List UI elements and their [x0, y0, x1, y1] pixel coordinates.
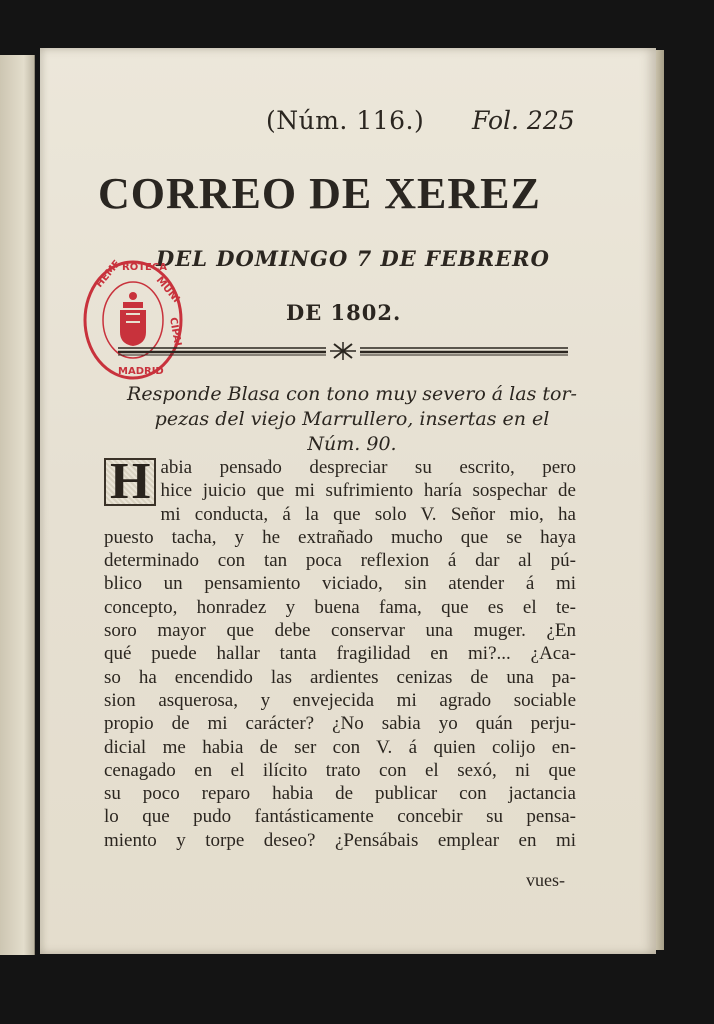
body-line: puesto tacha, y he extrañado mucho que se haya	[104, 526, 576, 548]
body-line: soro mayor que debe conservar una muger. ¿En	[104, 620, 576, 642]
body-line: cenagado en el ilícito trato con el sexó, ni que	[104, 759, 576, 781]
body-line: mi conducta, á la que solo V. Señor mio, ha	[160, 503, 576, 525]
body-line: sion asquerosa, y envejecida mi agrado sociable	[104, 689, 576, 711]
summary-line: Núm. 90.	[307, 433, 397, 455]
svg-text:MADRID: MADRID	[118, 366, 164, 377]
catchword: vues-	[526, 870, 565, 890]
summary-line: pezas del viejo Marrullero, insertas en el	[154, 408, 550, 430]
date-line: DEL DOMINGO 7 DE FEBRERO	[156, 246, 550, 271]
body-line: miento y torpe deseo? ¿Pensábais emplear en mi	[104, 829, 576, 851]
article-body	[104, 453, 576, 852]
year-line: DE 1802.	[286, 300, 402, 325]
issue-number: (Núm. 116.)	[266, 106, 425, 135]
body-line: blico un pensamiento viciado, sin atender á mi	[104, 573, 576, 595]
svg-text:MUNI: MUNI	[153, 274, 182, 306]
summary-line: Responde Blasa con tono muy severo á las tor-	[127, 383, 577, 405]
ornamental-rule	[118, 342, 568, 360]
masthead-title: CORREO DE XEREZ	[98, 169, 541, 218]
svg-text:·: ·	[84, 340, 96, 347]
facing-page-edge	[0, 55, 35, 955]
drop-cap: H	[104, 458, 156, 506]
body-line: propio de mi carácter? ¿No sabia yo quán perju-	[104, 713, 576, 735]
newspaper-page	[40, 48, 656, 954]
library-stamp-icon	[82, 248, 184, 388]
svg-text:CIPAL: CIPAL	[167, 316, 184, 350]
body-line: hice juicio que mi sufrimiento haría sospechar de	[160, 480, 576, 502]
article-summary	[126, 382, 578, 457]
svg-text:HEME: HEME	[93, 258, 123, 290]
body-line: su poco reparo habia de publicar con jactancia	[104, 783, 576, 805]
body-line: qué puede hallar tanta fragilidad en mi?... ¿Aca-	[104, 643, 576, 665]
svg-text:ROTECA: ROTECA	[122, 262, 167, 273]
body-line: lo que pudo fantásticamente concebir su pensa-	[104, 806, 576, 828]
body-line: concepto, honradez y buena fama, que es el te-	[104, 596, 576, 618]
body-line: determinado con tan poca reflexion á dar al pú-	[104, 550, 576, 572]
body-line: dicial me habia de ser con V. á quien colijo en-	[104, 736, 576, 758]
body-line: abia pensado despreciar su escrito, pero	[160, 457, 576, 478]
body-line: so ha encendido las ardientes cenizas de una pa-	[104, 666, 576, 688]
running-header	[40, 106, 656, 136]
page-fore-edge	[656, 50, 664, 950]
folio-number: Fol. 225	[472, 106, 575, 135]
